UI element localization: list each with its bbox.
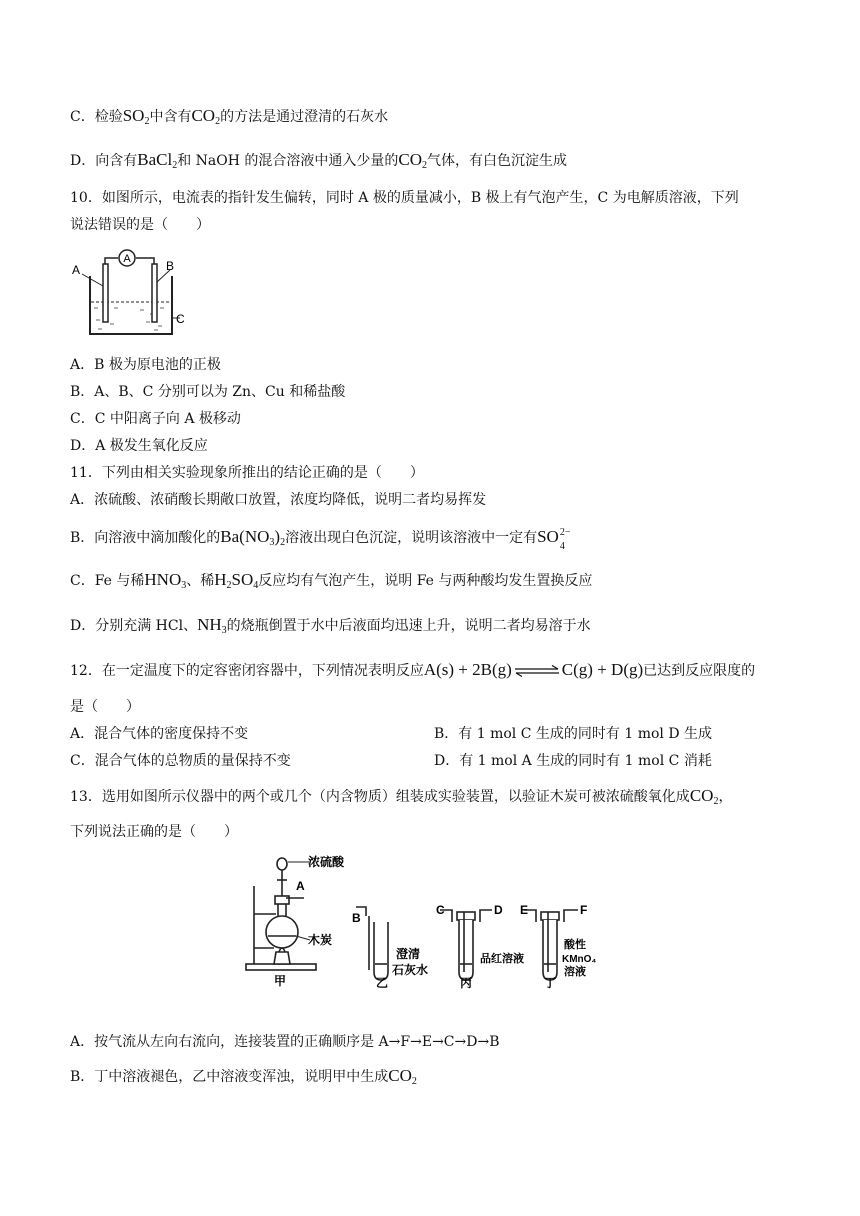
label-jia: 甲 bbox=[274, 974, 287, 988]
q11-option-c: C．Fe 与稀$HNO_3$、稀$H_2SO_4$反应均有气泡产生，说明 Fe 与两种酸均发生置换反应 bbox=[70, 570, 593, 591]
galvanic-cell-figure bbox=[70, 246, 190, 346]
q13-stem-line2: 下列说法正确的是（ ） bbox=[70, 824, 238, 840]
q11-option-d: D．分别充满 HCl、$NH_3$的烧瓶倒置于水中后液面均迅速上升，说明二者均易溶于水 bbox=[70, 615, 591, 636]
label-port-f: F bbox=[580, 903, 588, 917]
apparatus-jia bbox=[246, 858, 316, 970]
q11-stem: 11．下列由相关实验现象所推出的结论正确的是（ ） bbox=[70, 465, 424, 481]
q12-stem-line2: 是（ ） bbox=[70, 699, 140, 715]
label-limewater-2: 石灰水 bbox=[392, 963, 429, 977]
q10-option-c: C．C 中阳离子向 A 极移动 bbox=[70, 411, 241, 427]
label-conc-acid: 浓硫酸 bbox=[308, 855, 345, 869]
ammeter-label: A bbox=[123, 253, 131, 265]
q10-option-b: B．A、B、C 分别可以为 Zn、Cu 和稀盐酸 bbox=[70, 384, 346, 400]
label-port-e: E bbox=[520, 903, 529, 917]
label-port-b: B bbox=[352, 911, 361, 925]
q13-option-a: A．按气流从左向右流向，连接装置的正确顺序是 A→F→E→C→D→B bbox=[70, 1034, 500, 1050]
q12-eq-right: C(g) + D(g) bbox=[561, 660, 644, 679]
q12-eq-left: A(s) + 2B(g) bbox=[423, 660, 512, 679]
q12-option-b: B．有 1 mol C 生成的同时有 1 mol D 生成 bbox=[434, 726, 713, 742]
q12-option-d: D．有 1 mol A 生成的同时有 1 mol C 消耗 bbox=[434, 753, 712, 769]
label-bing: 丙 bbox=[460, 976, 473, 990]
q12-stem-line1: 12．在一定温度下的定容密闭容器中，下列情况表明反应A(s) + 2B(g) C(g) + D(g)已达到反应限度的 bbox=[70, 660, 756, 679]
electrode-a-label: A bbox=[72, 263, 81, 277]
q9-option-d: D．向含有BaCl$_2$和 NaOH 的混合溶液中通入少量的$CO_2$气体，有白色沉淀生成 bbox=[70, 150, 567, 171]
label-kmno4: KMnO₄ bbox=[562, 954, 597, 965]
q11-option-b: B．向溶液中滴加酸化的$Ba(NO_3)_2$溶液出现白色沉淀，说明该溶液中一定有SO 2− 4 bbox=[70, 527, 571, 553]
q13-stem-line1: 13．选用如图所示仪器中的两个或几个（内含物质）组装成实验装置，以验证木炭可被浓硫酸氧化成$CO_2$， bbox=[70, 786, 733, 807]
apparatus-bing bbox=[440, 910, 492, 980]
q13-option-b: B．丁中溶液褪色，乙中溶液变浑浊，说明甲中生成$CO_2$ bbox=[70, 1066, 417, 1087]
q12-option-c: C．混合气体的总物质的量保持不变 bbox=[70, 753, 291, 769]
q10-stem-line2: 说法错误的是（ ） bbox=[70, 217, 210, 233]
label-ding: 丁 bbox=[544, 976, 557, 990]
label-acidic: 酸性 bbox=[564, 939, 586, 951]
q10-option-d: D．A 极发生氧化反应 bbox=[70, 438, 208, 454]
equilibrium-arrow-icon bbox=[514, 665, 560, 677]
label-port-a: A bbox=[296, 879, 305, 893]
q9-option-c: C．检验$SO_2$中含有$CO_2$的方法是通过澄清的石灰水 bbox=[70, 106, 389, 127]
solution-c-label: C bbox=[176, 312, 185, 326]
apparatus-yi bbox=[356, 907, 388, 980]
label-solution: 溶液 bbox=[564, 966, 586, 978]
q10-stem-line1: 10．如图所示，电流表的指针发生偏转，同时 A 极的质量减小，B 极上有气泡产生，C 为电解质溶液，下列 bbox=[70, 190, 739, 206]
label-pinhong: 品红溶液 bbox=[480, 953, 524, 965]
electrode-b-label: B bbox=[166, 259, 175, 273]
label-yi: 乙 bbox=[376, 976, 389, 990]
q10-option-a: A．B 极为原电池的正极 bbox=[70, 357, 221, 373]
label-port-d: D bbox=[494, 903, 503, 917]
label-limewater-1: 澄清 bbox=[396, 947, 421, 961]
q11-option-a: A．浓硫酸、浓硝酸长期敞口放置，浓度均降低，说明二者均易挥发 bbox=[70, 492, 487, 508]
label-charcoal: 木炭 bbox=[308, 933, 333, 947]
label-port-c: C bbox=[436, 903, 445, 917]
apparatus-figure bbox=[244, 852, 616, 990]
q12-option-a: A．混合气体的密度保持不变 bbox=[70, 726, 249, 742]
